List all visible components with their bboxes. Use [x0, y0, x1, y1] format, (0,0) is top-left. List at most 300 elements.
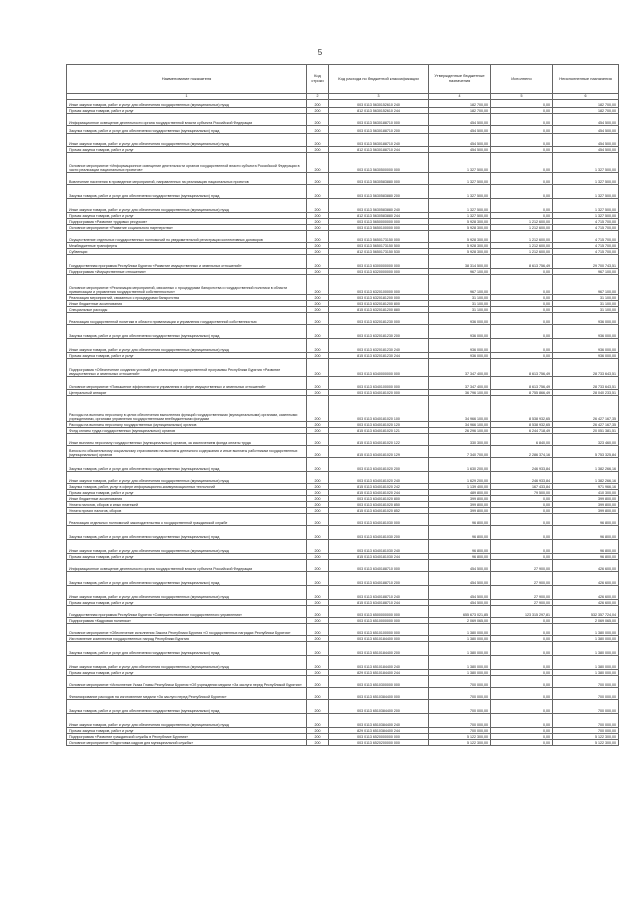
row-remaining-cell: 1 380 000,00 [553, 624, 619, 636]
row-name-cell: Закупка товаров, работ и услуг для обеспечения государственных (муниципальных) нужд [67, 572, 307, 586]
table-row [67, 185, 619, 199]
row-code-cell: 200 [307, 502, 329, 508]
row-name-cell: Основное мероприятие «Реализация мероприятий, связанных с процедурами банкротства и государственной политики в области приватизации и управления государственной собственностью» [67, 275, 307, 295]
row-approved-cell: 96 800,00 [429, 526, 491, 540]
row-approved-cell: 31 100,00 [429, 295, 491, 301]
row-remaining-cell: 28 733 643,51 [553, 377, 619, 390]
row-approved-cell: 5 928 300,00 [429, 231, 491, 243]
row-name-cell: Закупка товаров, работ и услуг для обеспечения государственных (муниципальных) нужд [67, 700, 307, 714]
row-executed-cell: 0,00 [491, 114, 553, 126]
column-number: 4 [429, 94, 491, 100]
row-code-cell: 200 [307, 670, 329, 676]
row-approved-cell: 182 700,00 [429, 100, 491, 108]
row-approved-cell: 1 380 000,00 [429, 656, 491, 670]
row-name-cell: Иные бюджетные ассигнования [67, 496, 307, 502]
row-classification-cell: 003 0113 5630188710 240 [329, 134, 429, 147]
row-remaining-cell: 1 380 000,00 [553, 636, 619, 642]
row-executed-cell: 0,00 [491, 688, 553, 700]
row-code-cell: 200 [307, 484, 329, 490]
row-approved-cell: 700 000,00 [429, 728, 491, 734]
row-name-cell: Прочая закупка товаров, работ и услуг [67, 554, 307, 560]
row-code-cell: 200 [307, 390, 329, 396]
row-remaining-cell: 1 327 500,00 [553, 213, 619, 219]
row-classification-cell: 003 0113 5630188710 000 [329, 114, 429, 126]
row-remaining-cell: 4 715 700,00 [553, 249, 619, 255]
row-code-cell: 200 [307, 339, 329, 353]
table-row [67, 275, 619, 295]
table-row [67, 688, 619, 700]
row-approved-cell: 1 380 000,00 [429, 642, 491, 656]
row-name-cell: Специальные расходы [67, 307, 307, 313]
row-name-cell: Осуществление отдельных государственных полномочий по уведомительной регистрации коллективных договоров [67, 231, 307, 243]
row-remaining-cell: 410 300,00 [553, 490, 619, 496]
row-remaining-cell: 4 715 700,00 [553, 243, 619, 249]
row-code-cell: 200 [307, 496, 329, 502]
row-code-cell: 200 [307, 108, 329, 114]
row-remaining-cell: 936 000,00 [553, 353, 619, 359]
row-classification-cell: 812 0113 5630188710 244 [329, 147, 429, 153]
row-executed-cell: 8 613 756,49 [491, 377, 553, 390]
row-remaining-cell: 967 100,00 [553, 269, 619, 275]
row-remaining-cell: 399 800,00 [553, 502, 619, 508]
row-executed-cell: 0,00 [491, 147, 553, 153]
row-executed-cell: 0,00 [491, 700, 553, 714]
row-approved-cell: 936 000,00 [429, 325, 491, 339]
row-code-cell: 200 [307, 231, 329, 243]
row-name-cell: Иные закупки товаров, работ и услуг для обеспечения государственных (муниципальных) нужд [67, 134, 307, 147]
row-classification-cell: 003 0113 5630500000 000 [329, 153, 429, 173]
row-name-cell: Государственная программа Республики Бурятия «Развитие имущественных и земельных отношений» [67, 255, 307, 269]
row-classification-cell: 003 0113 6340181020 800 [329, 496, 429, 502]
row-code-cell: 200 [307, 249, 329, 255]
row-remaining-cell: 532 357 724,04 [553, 606, 619, 618]
column-number: 3 [329, 94, 429, 100]
row-classification-cell: 815 0113 6340188710 244 [329, 600, 429, 606]
row-code-cell: 200 [307, 560, 329, 572]
row-approved-cell: 1 380 000,00 [429, 636, 491, 642]
row-remaining-cell: 2 069 065,00 [553, 618, 619, 624]
row-remaining-cell: 1 327 500,00 [553, 153, 619, 173]
row-remaining-cell: 454 500,00 [553, 134, 619, 147]
row-classification-cell: 815 0113 6320181230 244 [329, 353, 429, 359]
table-row [67, 714, 619, 728]
row-approved-cell: 1 327 500,00 [429, 173, 491, 185]
row-executed-cell: 6 840,00 [491, 434, 553, 446]
row-executed-cell: 0,00 [491, 514, 553, 526]
row-code-cell: 200 [307, 618, 329, 624]
row-approved-cell: 5 122 300,00 [429, 734, 491, 740]
row-approved-cell: 967 100,00 [429, 275, 491, 295]
row-approved-cell: 454 500,00 [429, 134, 491, 147]
row-remaining-cell: 700 000,00 [553, 688, 619, 700]
row-classification-cell: 003 0113 6510184400 200 [329, 642, 429, 656]
row-classification-cell: 003 0113 6510184400 000 [329, 636, 429, 642]
row-approved-cell: 182 700,00 [429, 108, 491, 114]
row-classification-cell: 815 0113 6340181020 122 [329, 434, 429, 446]
row-name-cell: Прочая закупка товаров, работ и услуг [67, 213, 307, 219]
row-executed-cell: 0,00 [491, 714, 553, 728]
row-approved-cell: 1 327 500,00 [429, 153, 491, 173]
row-executed-cell: 8 613 756,49 [491, 255, 553, 269]
table-row [67, 153, 619, 173]
row-approved-cell: 399 800,00 [429, 496, 491, 502]
row-remaining-cell: 1 380 000,00 [553, 670, 619, 676]
row-name-cell: Иные закупки товаров, работ и услуг для обеспечения государственных (муниципальных) нужд [67, 714, 307, 728]
row-code-cell: 200 [307, 301, 329, 307]
row-executed-cell: 0,00 [491, 540, 553, 554]
row-name-cell: Изготовление комплектов государственных наград Республики Бурятия [67, 636, 307, 642]
row-classification-cell: 815 0113 6340181020 242 [329, 484, 429, 490]
row-code-cell: 200 [307, 446, 329, 458]
row-approved-cell: 700 000,00 [429, 688, 491, 700]
header-executed: Исполнено [491, 65, 553, 94]
row-remaining-cell: 454 500,00 [553, 147, 619, 153]
row-code-cell: 200 [307, 377, 329, 390]
row-executed-cell: 1 212 600,00 [491, 219, 553, 225]
table-row [67, 526, 619, 540]
row-name-cell: Прочая закупка товаров, работ и услуг [67, 600, 307, 606]
row-classification-cell: 815 0113 6340181020 244 [329, 490, 429, 496]
row-classification-cell: 003 0113 6340181020 200 [329, 458, 429, 472]
row-name-cell: Закупка товаров, работ, услуг в сфере информационно-коммуникационных технологий [67, 484, 307, 490]
header-name: Наименование показателя [67, 65, 307, 94]
row-classification-cell: 812 0113 5650173150 530 [329, 249, 429, 255]
row-classification-cell: 003 0113 6340188710 000 [329, 560, 429, 572]
table-row [67, 134, 619, 147]
row-remaining-cell: 5 122 300,00 [553, 740, 619, 746]
row-code-cell: 200 [307, 428, 329, 434]
row-name-cell: Уплата налогов, сборов и иных платежей [67, 502, 307, 508]
row-classification-cell: 003 0113 6340181030 000 [329, 514, 429, 526]
row-code-cell: 200 [307, 508, 329, 514]
row-executed-cell: 0,00 [491, 213, 553, 219]
row-classification-cell: 003 0113 5630583880 240 [329, 199, 429, 213]
row-remaining-cell: 399 800,00 [553, 496, 619, 502]
row-approved-cell: 967 100,00 [429, 269, 491, 275]
row-executed-cell: 1 212 600,00 [491, 231, 553, 243]
row-executed-cell: 0,00 [491, 502, 553, 508]
row-executed-cell: 0,00 [491, 199, 553, 213]
row-code-cell: 200 [307, 295, 329, 301]
table-row [67, 114, 619, 126]
table-body [67, 100, 619, 746]
row-approved-cell: 655 673 021,85 [429, 606, 491, 618]
row-name-cell: Закупка товаров, работ и услуг для обеспечения государственных (муниципальных) нужд [67, 642, 307, 656]
row-name-cell: Иные закупки товаров, работ и услуг для обеспечения государственных (муниципальных) нужд [67, 540, 307, 554]
row-approved-cell: 1 327 500,00 [429, 213, 491, 219]
row-executed-cell: 0,00 [491, 307, 553, 313]
row-remaining-cell: 700 000,00 [553, 676, 619, 688]
row-code-cell: 200 [307, 636, 329, 642]
row-name-cell: Иные закупки товаров, работ и услуг для обеспечения государственных (муниципальных) нужд [67, 339, 307, 353]
table-row [67, 377, 619, 390]
row-executed-cell: 79 500,00 [491, 490, 553, 496]
row-classification-cell: 003 0113 6510100000 000 [329, 624, 429, 636]
row-classification-cell: 829 0113 6510384400 244 [329, 728, 429, 734]
row-executed-cell: 6 244 718,49 [491, 428, 553, 434]
row-code-cell: 200 [307, 728, 329, 734]
row-name-cell: Информационное освещение деятельности органа государственной власти субъекта Российской Федерации [67, 560, 307, 572]
row-classification-cell: 003 0113 5650100000 000 [329, 225, 429, 231]
row-code-cell: 200 [307, 225, 329, 231]
row-code-cell: 200 [307, 572, 329, 586]
row-classification-cell: 003 0113 5650173150 500 [329, 243, 429, 249]
row-code-cell: 200 [307, 676, 329, 688]
row-executed-cell: 123 315 297,81 [491, 606, 553, 618]
row-remaining-cell: 96 800,00 [553, 514, 619, 526]
row-remaining-cell: 700 000,00 [553, 714, 619, 728]
row-name-cell: Уплата прочих налогов, сборов [67, 508, 307, 514]
row-name-cell: Вовлечение населения в проведение мероприятий, направленных на реализацию национальных проектов [67, 173, 307, 185]
row-classification-cell: 815 0113 6340181020 121 [329, 428, 429, 434]
table-row [67, 325, 619, 339]
row-approved-cell: 454 500,00 [429, 114, 491, 126]
row-name-cell: Прочая закупка товаров, работ и услуг [67, 670, 307, 676]
row-name-cell: Закупка товаров, работ и услуг для обеспечения государственных (муниципальных) нужд [67, 458, 307, 472]
row-code-cell: 200 [307, 396, 329, 422]
row-executed-cell: 0,00 [491, 526, 553, 540]
table-row [67, 642, 619, 656]
row-classification-cell: 003 0113 5650000000 000 [329, 219, 429, 225]
column-number: 1 [67, 94, 307, 100]
row-approved-cell: 330 300,00 [429, 434, 491, 446]
row-code-cell: 200 [307, 275, 329, 295]
row-remaining-cell: 1 327 500,00 [553, 185, 619, 199]
row-code-cell: 200 [307, 147, 329, 153]
row-approved-cell: 96 800,00 [429, 514, 491, 526]
row-code-cell: 200 [307, 269, 329, 275]
row-approved-cell: 37 347 400,00 [429, 359, 491, 377]
row-code-cell: 200 [307, 100, 329, 108]
row-approved-cell: 37 347 400,00 [429, 377, 491, 390]
table-row [67, 434, 619, 446]
row-executed-cell: 0,00 [491, 301, 553, 307]
row-remaining-cell: 426 600,00 [553, 572, 619, 586]
row-code-cell: 200 [307, 434, 329, 446]
row-remaining-cell: 426 600,00 [553, 560, 619, 572]
row-remaining-cell: 971 966,16 [553, 484, 619, 490]
row-name-cell: Подпрограмма «Обеспечение создания условий для реализации государственной программы Республики Бурятия «Развитие имущественных и земельных отношений» [67, 359, 307, 377]
row-code-cell: 200 [307, 554, 329, 560]
row-executed-cell: 0,00 [491, 269, 553, 275]
row-name-cell: Закупка товаров, работ и услуг для обеспечения государственных (муниципальных) нужд [67, 185, 307, 199]
row-classification-cell: 003 0113 6510384400 200 [329, 700, 429, 714]
row-name-cell: Расходы на выплаты персоналу в целях обеспечения выполнения функций государственными (муниципальными) органами, казенными учреждениями, органами управления государственными внебюджетными фондами [67, 396, 307, 422]
row-classification-cell: 812 0113 5630583880 244 [329, 213, 429, 219]
row-code-cell: 200 [307, 219, 329, 225]
row-name-cell: Реализация отдельных полномочий законодательства о государственной гражданской службе [67, 514, 307, 526]
row-executed-cell: 0,00 [491, 676, 553, 688]
row-approved-cell: 1 380 000,00 [429, 624, 491, 636]
row-code-cell: 200 [307, 422, 329, 428]
row-classification-cell: 003 0113 6340181020 120 [329, 422, 429, 428]
table-row [67, 514, 619, 526]
row-executed-cell: 0,00 [491, 185, 553, 199]
row-code-cell: 200 [307, 173, 329, 185]
row-name-cell: Прочая закупка товаров, работ и услуг [67, 353, 307, 359]
row-classification-cell: 003 0113 5630583880 200 [329, 185, 429, 199]
row-classification-cell: 003 0113 6510384400 240 [329, 714, 429, 728]
row-name-cell: Фонд оплаты труда государственных (муниципальных) органов [67, 428, 307, 434]
row-approved-cell: 1 327 500,00 [429, 185, 491, 199]
row-classification-cell: 812 0113 5630152610 244 [329, 108, 429, 114]
row-approved-cell: 5 928 300,00 [429, 225, 491, 231]
row-classification-cell: 003 0113 6340181030 240 [329, 540, 429, 554]
row-approved-cell: 454 500,00 [429, 600, 491, 606]
row-code-cell: 200 [307, 359, 329, 377]
row-executed-cell: 8 613 756,49 [491, 359, 553, 377]
row-remaining-cell: 454 500,00 [553, 114, 619, 126]
row-name-cell: Иные закупки товаров, работ и услуг для обеспечения государственных (муниципальных) нужд [67, 472, 307, 484]
row-code-cell: 200 [307, 153, 329, 173]
row-code-cell: 200 [307, 740, 329, 746]
page-number: 5 [317, 48, 323, 57]
table-row [67, 458, 619, 472]
row-executed-cell: 0,00 [491, 100, 553, 108]
row-executed-cell: 27 900,00 [491, 560, 553, 572]
row-name-cell: Иные закупки товаров, работ и услуг для обеспечения государственных (муниципальных) нужд [67, 586, 307, 600]
row-executed-cell: 0,00 [491, 339, 553, 353]
row-name-cell: Основное мероприятие «Развитие социального партнерства» [67, 225, 307, 231]
table-row [67, 255, 619, 269]
row-classification-cell: 003 0113 5630152610 240 [329, 100, 429, 108]
row-name-cell: Основное мероприятие «Информационное освещение деятельности органов государственной власти субъекта Российской Федерации в части реализации национальных проектов» [67, 153, 307, 173]
table-row [67, 656, 619, 670]
row-name-cell: Подпрограмма «Развитие гражданской службы в Республике Бурятия» [67, 734, 307, 740]
row-code-cell: 200 [307, 606, 329, 618]
row-remaining-cell: 26 427 167,35 [553, 422, 619, 428]
row-code-cell: 200 [307, 325, 329, 339]
row-executed-cell: 0,00 [491, 126, 553, 134]
row-code-cell: 200 [307, 656, 329, 670]
row-approved-cell: 7 340 700,00 [429, 446, 491, 458]
header-approved: Утвержденные бюджетные назначения [429, 65, 491, 94]
row-approved-cell: 5 928 300,00 [429, 219, 491, 225]
row-code-cell: 200 [307, 472, 329, 484]
row-name-cell: Субвенции [67, 249, 307, 255]
row-remaining-cell: 31 100,00 [553, 301, 619, 307]
row-approved-cell: 399 800,00 [429, 502, 491, 508]
row-executed-cell: 0,00 [491, 618, 553, 624]
row-approved-cell: 96 800,00 [429, 554, 491, 560]
row-executed-cell: 0,00 [491, 656, 553, 670]
row-name-cell: Основное мероприятие «Обеспечение исполнения Закона Республики Бурятия «О государственных наградах Республики Бурятия» [67, 624, 307, 636]
row-approved-cell: 34 966 100,00 [429, 396, 491, 422]
row-remaining-cell: 1 327 500,00 [553, 199, 619, 213]
row-code-cell: 200 [307, 526, 329, 540]
row-code-cell: 200 [307, 514, 329, 526]
row-classification-cell: 003 0113 6510184400 240 [329, 656, 429, 670]
row-remaining-cell: 31 100,00 [553, 295, 619, 301]
row-executed-cell: 27 900,00 [491, 572, 553, 586]
row-executed-cell: 0,00 [491, 295, 553, 301]
row-code-cell: 200 [307, 688, 329, 700]
column-number: 2 [307, 94, 329, 100]
row-classification-cell: 003 0113 6340188710 240 [329, 586, 429, 600]
row-approved-cell: 936 000,00 [429, 313, 491, 325]
table-row [67, 572, 619, 586]
row-code-cell: 200 [307, 700, 329, 714]
row-executed-cell: 0,00 [491, 325, 553, 339]
row-approved-cell: 1 327 500,00 [429, 199, 491, 213]
table-row [67, 700, 619, 714]
row-code-cell: 200 [307, 313, 329, 325]
row-name-cell: Иные закупки товаров, работ и услуг для обеспечения государственных (муниципальных) нужд [67, 100, 307, 108]
row-classification-cell: 003 0113 6320181230 000 [329, 313, 429, 325]
row-code-cell: 200 [307, 490, 329, 496]
row-classification-cell: 815 0113 6340181020 852 [329, 508, 429, 514]
row-remaining-cell: 96 800,00 [553, 540, 619, 554]
column-number: 6 [553, 94, 619, 100]
row-remaining-cell: 1 380 000,00 [553, 656, 619, 670]
row-approved-cell: 454 500,00 [429, 586, 491, 600]
row-name-cell: Иные выплаты персоналу государственных (муниципальных) органов, за исключением фонда оплаты труда [67, 434, 307, 446]
row-remaining-cell: 5 753 325,84 [553, 446, 619, 458]
row-classification-cell: 003 0113 6320100000 000 [329, 275, 429, 295]
row-classification-cell: 003 0113 6520200000 000 [329, 740, 429, 746]
row-approved-cell: 700 000,00 [429, 700, 491, 714]
row-name-cell: Взносы по обязательному социальному страхованию на выплаты денежного содержания и иные выплаты работникам государственных (муниципальных) органов [67, 446, 307, 458]
row-approved-cell: 454 500,00 [429, 560, 491, 572]
row-approved-cell: 5 928 300,00 [429, 249, 491, 255]
row-classification-cell: 003 0113 6340181020 000 [329, 390, 429, 396]
row-approved-cell: 34 966 100,00 [429, 422, 491, 428]
row-classification-cell: 003 0113 6320181230 240 [329, 339, 429, 353]
row-classification-cell: 815 0113 6340181020 129 [329, 446, 429, 458]
budget-execution-table [66, 64, 619, 746]
row-classification-cell: 003 0113 5630583880 000 [329, 173, 429, 185]
row-remaining-cell: 454 500,00 [553, 126, 619, 134]
row-executed-cell: 0,00 [491, 636, 553, 642]
row-classification-cell: 003 0113 6300000000 000 [329, 255, 429, 269]
row-executed-cell: 0,00 [491, 734, 553, 740]
row-classification-cell: 815 0113 6320181200 880 [329, 307, 429, 313]
row-remaining-cell: 700 000,00 [553, 700, 619, 714]
header-class: Код расхода по бюджетной классификации [329, 65, 429, 94]
row-classification-cell: 003 0113 6340188710 200 [329, 572, 429, 586]
row-remaining-cell: 1 380 000,00 [553, 642, 619, 656]
row-approved-cell: 399 800,00 [429, 508, 491, 514]
row-approved-cell: 936 000,00 [429, 339, 491, 353]
row-code-cell: 200 [307, 255, 329, 269]
row-classification-cell: 003 0113 6510000000 000 [329, 618, 429, 624]
table-row [67, 173, 619, 185]
row-approved-cell: 700 000,00 [429, 676, 491, 688]
table-header-row [67, 65, 619, 94]
row-code-cell: 200 [307, 307, 329, 313]
row-executed-cell: 0,00 [491, 275, 553, 295]
row-approved-cell: 96 800,00 [429, 540, 491, 554]
row-classification-cell: 003 0113 6340181020 850 [329, 502, 429, 508]
row-remaining-cell: 28 733 643,51 [553, 359, 619, 377]
row-approved-cell: 1 380 000,00 [429, 670, 491, 676]
row-classification-cell: 003 0113 5650173150 000 [329, 231, 429, 243]
row-code-cell: 200 [307, 540, 329, 554]
row-remaining-cell: 96 800,00 [553, 554, 619, 560]
row-executed-cell: 0,00 [491, 642, 553, 656]
row-executed-cell: 0,00 [491, 740, 553, 746]
row-executed-cell: 0,00 [491, 313, 553, 325]
row-name-cell: Финансирование расходов на изготовление медали «За заслуги перед Республикой Бурятия» [67, 688, 307, 700]
row-name-cell: Закупка товаров, работ и услуг для обеспечения государственных (муниципальных) нужд [67, 325, 307, 339]
row-executed-cell: 0,00 [491, 108, 553, 114]
row-name-cell: Государственная программа Республики Бурятия «Совершенствование государственного управления» [67, 606, 307, 618]
row-approved-cell: 1 139 400,00 [429, 484, 491, 490]
row-approved-cell: 38 314 500,00 [429, 255, 491, 269]
row-executed-cell: 2 286 374,16 [491, 446, 553, 458]
row-executed-cell: 0,00 [491, 728, 553, 734]
table-row [67, 199, 619, 213]
